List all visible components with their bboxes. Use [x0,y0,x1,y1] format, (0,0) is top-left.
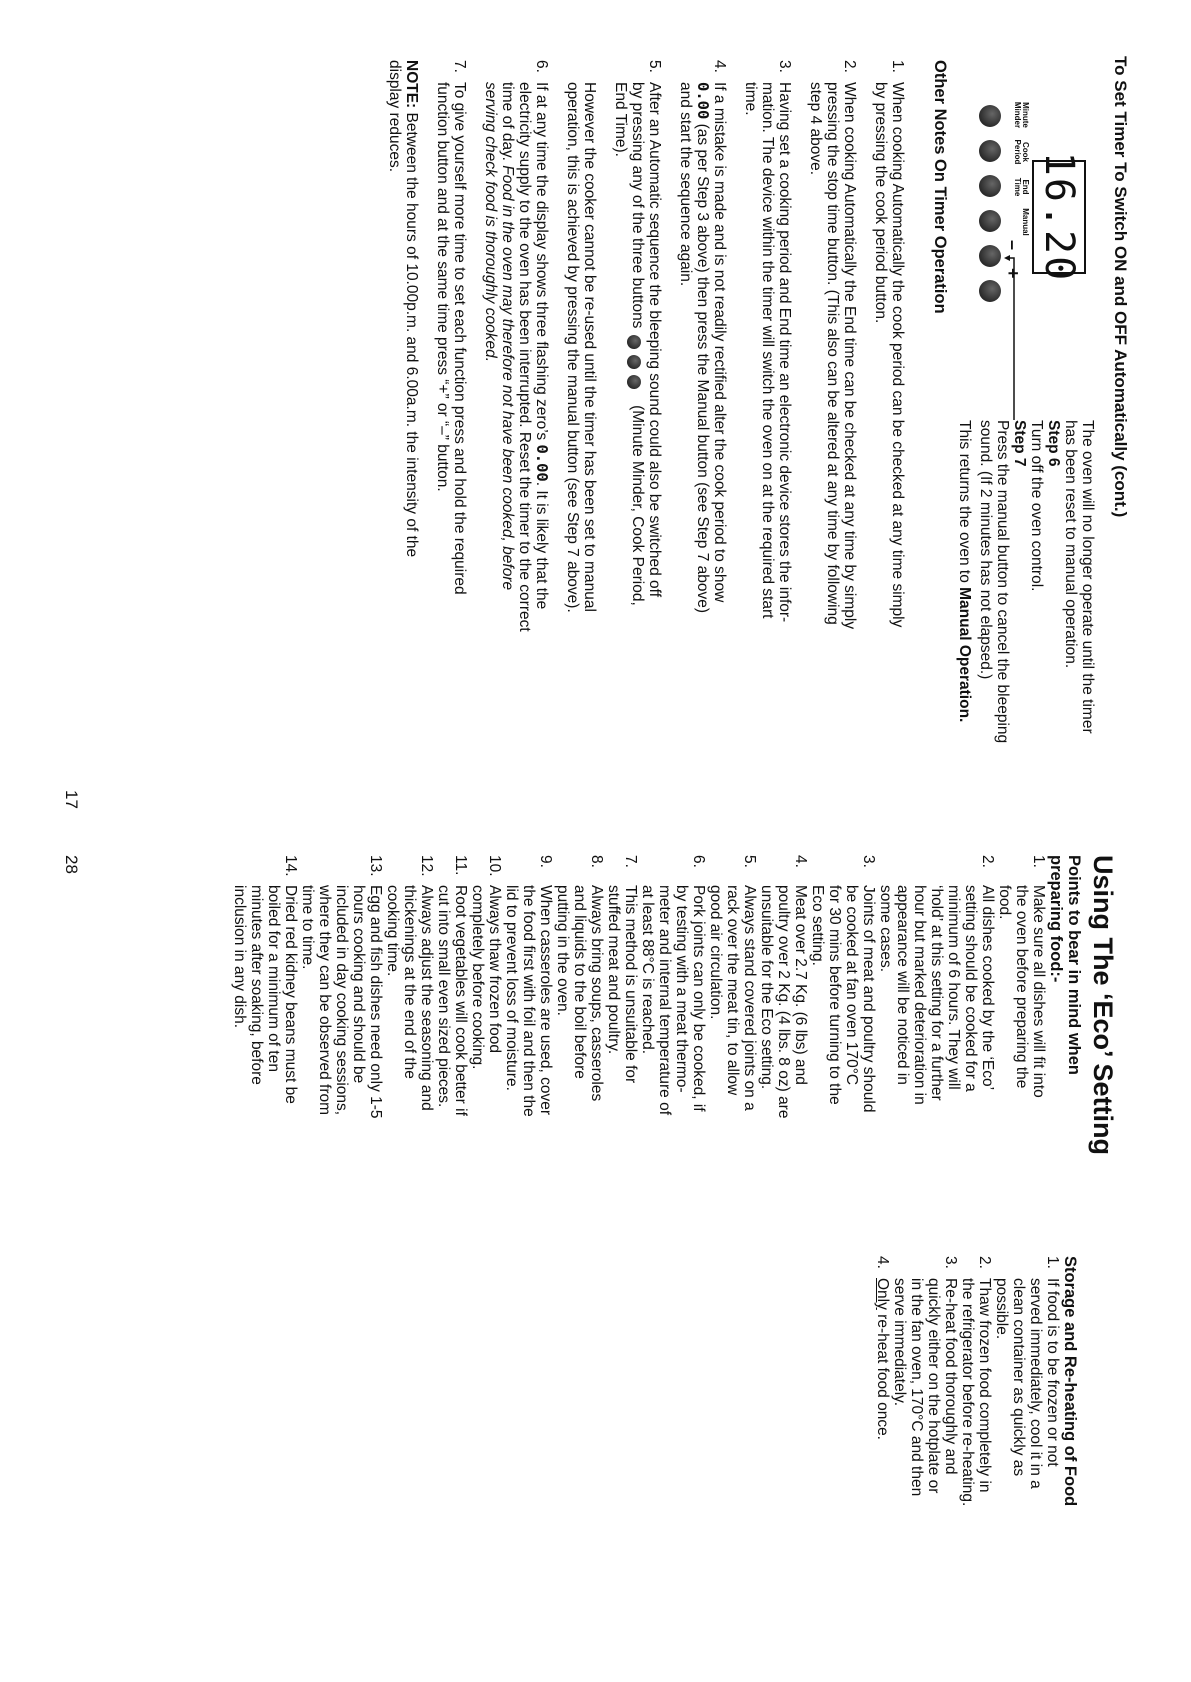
storage-section [874,1256,1079,1676]
page-title: Using The ‘Eco’ Setting [1088,855,1118,1156]
label-minute-minder: Minute Minder [1013,101,1030,129]
step7-label: Step 7 [1011,420,1028,467]
notes-heading: Other Notes On Timer Operation [931,60,949,314]
zero-display-glyph: 0.00 [533,444,551,482]
storage-heading: Storage and Re-heating of Food [1061,1256,1079,1507]
intro-text [956,420,1096,840]
page-28 [0,841,1191,1682]
cook-period-button[interactable] [979,140,1001,162]
storage-item-3: 3. Re-heat food thoroughly and quickly either on the hotplate or in the fan oven, 170°C and then serve immediately. [891,1256,959,1497]
plus-button[interactable] [979,280,1001,302]
points-item: 14. Dried red kidney beans must be boiled for a minimum of ten minutes after soaking, before inclusion in any dish. [231,855,299,1104]
points-item: 9. When casseroles are used, cover the food first with foil and then the lid to prevent loss of moisture. [503,855,554,1117]
note-item-2: 2. When cooking Automatically the End time can be checked at any time by simply pressing the stop time button. (This also can be altered at any time by following step 4 above. [807,60,858,630]
intro-line: has been reset to manual operation. [1062,420,1079,669]
note-item-7: 7. To give yourself more time to set each function press and hold the required function button and at the same time press “+” or “–” button. [434,60,468,595]
note-line-2: display reduces. [386,60,403,173]
pointer-line [1001,255,1036,425]
label-minus: – [1003,240,1023,251]
note-item-6: 6. If at any time the display shows three flashing zero’s 0.00. It is likely that the electricity supply to the oven has been interrupted. Reset the timer to the correct time of day. Food in the oven may therefore not have been cooked, before serving check food is thoroughly cooked. [482,60,551,632]
page-number: 17 [62,790,81,809]
label-cook-period: Cook Period [1013,139,1030,165]
points-heading: preparing food:- [1047,855,1065,983]
intro-line: The oven will no longer operate until the timer [1079,420,1096,734]
returns-line: This returns the oven to Manual Operation. [956,420,973,723]
points-list [231,855,1047,1265]
points-item: 10. Always thaw frozen food completely before cooking. [469,855,503,1070]
storage-item-2: 2. Thaw frozen food completely in the refrigerator before re-heating. [959,1256,993,1507]
storage-item-4: 4. Only re-heat food once. [874,1256,891,1440]
page-number: 28 [62,855,81,874]
page-title: To Set Timer To Switch ON and OFF Automatically (cont.) [1111,56,1130,518]
label-manual: Manual [1021,208,1030,236]
points-item: 4. Meat over 2.7 Kg. (6 lbs) and poultry over 2 Kg. (4 lbs. 8 oz) are unsuitable for the Eco setting. [758,855,809,1119]
points-item: 1. Make sure all dishes will fit into the oven before preparing the food. [996,855,1047,1098]
manual-button[interactable] [979,210,1001,232]
points-heading: Points to bear in mind when [1065,855,1083,1076]
points-item: 13. Egg and fish dishes need only 1-5 hours cooking and should be included in day cooking sessions, where they can be observed from time to time. [299,855,384,1119]
minus-button[interactable] [979,245,1001,267]
step7-line: sound. (If 2 minutes has not elapsed.) [977,420,994,680]
step6-label: Step 6 [1045,420,1062,467]
zero-display-glyph: 0.00 [694,82,712,120]
label-end-time: End Time [1013,177,1030,197]
note-item-4: 4. If a mistake is made and is not readily rectified alter the cook period to show 0.00 (as per Step 3 above) then press the Manual button (see Step 7 above) and start the sequence again. [677,60,728,614]
notes-list [386,60,906,830]
points-item: 5. Always stand covered joints on a rack over the meat tin, to allow good air circulation. [707,855,758,1111]
note-paragraph: NOTE: Between the hours of 10.00p.m. and 6.00a.m. the intensity of the [403,60,420,558]
minute-minder-button[interactable] [979,105,1001,127]
points-item: 2. All dishes cooked by the ‘Eco’ setting should be cooked for a minimum of 6 hours. They will ‘hold’ at this setting for a further hour but marked deterioration in appearance will be noticed in some cases. [877,855,996,1105]
points-item: 8. Always bring soups, casseroles and liquids to the boil before putting in the oven. [554,855,605,1102]
note-item-1: 1. When cooking Automatically the cook period can be checked at any time simply by pressing the cook period button. [872,60,906,628]
timer-display: 16.20 [1032,160,1086,274]
step6-text: Turn off the oven control. [1028,420,1045,592]
end-time-button[interactable] [979,175,1001,197]
storage-item-1: 1. If food is to be frozen or not served immediately, cool it in a clean container as quickly as possible. [993,1256,1061,1489]
points-item: 11. Root vegetables will cook better if cut into small even sized pieces. [435,855,469,1116]
points-item: 3. Joints of meat and poultry should be cooked at fan oven 170°C for 30 mins before turning to the Eco setting. [809,855,877,1113]
label-plus: + [1003,268,1023,279]
points-item: 12. Always adjust the seasoning and thickenings at the end of the cooking time. [384,855,435,1111]
points-item: 7. This method is unsuitable for stuffed meat and poultry. [605,855,639,1084]
points-item: 6. Pork joints can only be cooked, if by testing with a meat thermo- meter and internal temperature of at least 88°C is reached. [639,855,707,1116]
step7-line: Press the manual button to cancel the bleeping [994,420,1011,744]
note-item-5: 5. After an Automatic sequence the bleeping sound could also be switched off by pressing any of the three buttons (Minute Minder, Cook Period, End Time). However the cooker cannot be re-used until the timer has been set to manual operation, this is achieved by pressing the manual button (see Step 7 above). [564,60,663,613]
note-item-3: 3. Having set a cooking period and End time an electronic device stores the infor- mation. The device within the timer will switch the oven on at the required start time. [742,60,793,623]
storage-list [874,1256,1061,1676]
points-section [231,855,1083,1265]
